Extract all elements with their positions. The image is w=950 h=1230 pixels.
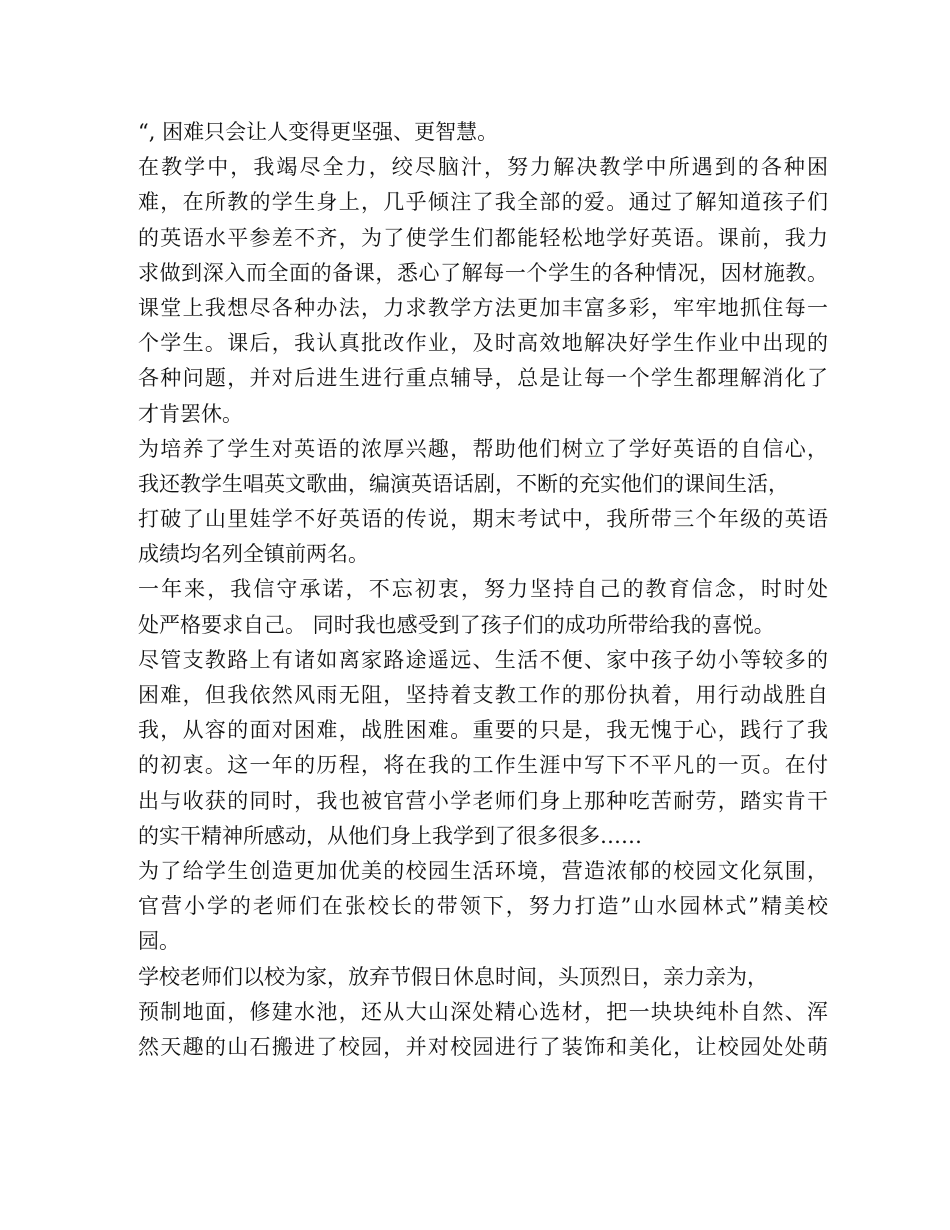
text-line: 尽管支教路上有诸如离家路途遥远、生活不便、家中孩子幼小等较多的	[138, 647, 828, 672]
text-line: 学校老师们以校为家，放弃节假日休息时间，头顶烈日，亲力亲为，	[138, 964, 768, 989]
text-line: 的英语水平参差不齐，为了使学生们都能轻松地学好英语。课前，我力	[138, 225, 828, 250]
text-line: 处严格要求自己。 同时我也感受到了孩子们的成功所带给我的喜悦。	[138, 612, 775, 637]
text-line: 成绩均名列全镇前两名。	[138, 542, 369, 567]
text-line: 的实干精神所感动，从他们身上我学到了很多很多……	[138, 823, 642, 848]
text-line: 我，从容的面对困难，战胜困难。重要的只是，我无愧于心，践行了我	[138, 718, 828, 743]
text-line: 难，在所教的学生身上，几乎倾注了我全部的爱。通过了解知道孩子们	[138, 190, 828, 215]
text-line: 然天趣的山石搬进了校园，并对校园进行了装饰和美化，让校园处处萌	[138, 1034, 828, 1059]
text-line: 在教学中，我竭尽全力，绞尽脑汁，努力解决教学中所遇到的各种困	[138, 155, 828, 180]
text-line: “, 困难只会让人变得更坚强、更智慧。	[138, 120, 499, 144]
text-line: 的初衷。这一年的历程，将在我的工作生涯中写下不平凡的一页。在付	[138, 753, 828, 778]
text-line: 为了给学生创造更加优美的校园生活环境，营造浓郁的校园文化氛围，	[138, 858, 828, 883]
document-body	[138, 115, 828, 1065]
text-line: 我还教学生唱英文歌曲，编演英语话剧，不断的充实他们的课间生活，	[138, 471, 789, 496]
text-line: 官营小学的老师们在张校长的带领下，努力打造”山水园林式”精美校	[138, 894, 828, 919]
text-line: 预制地面，修建水池，还从大山深处精心选材，把一块块纯朴自然、浑	[138, 999, 828, 1024]
text-line: 才肯罢休。	[138, 401, 243, 426]
text-line: 各种问题，并对后进生进行重点辅导，总是让每一个学生都理解消化了	[138, 366, 828, 391]
text-line: 打破了山里娃学不好英语的传说，期末考试中，我所带三个年级的英语	[138, 507, 828, 532]
text-line: 个学生。课后，我认真批改作业，及时高效地解决好学生作业中出现的	[138, 331, 828, 356]
text-line: 园。	[138, 929, 180, 954]
text-line: 一年来，我信守承诺，不忘初衷，努力坚持自己的教育信念，时时处	[138, 577, 828, 602]
text-line: 出与收获的同时，我也被官营小学老师们身上那种吃苦耐劳，踏实肯干	[138, 788, 828, 813]
text-line: 课堂上我想尽各种办法，力求教学方法更加丰富多彩，牢牢地抓住每一	[138, 295, 828, 320]
text-line: 求做到深入而全面的备课，悉心了解每一个学生的各种情况，因材施教。	[138, 260, 828, 285]
text-line: 为培养了学生对英语的浓厚兴趣，帮助他们树立了学好英语的自信心，	[138, 436, 828, 461]
text-line: 困难，但我依然风雨无阻，坚持着支教工作的那份执着，用行动战胜自	[138, 683, 828, 707]
